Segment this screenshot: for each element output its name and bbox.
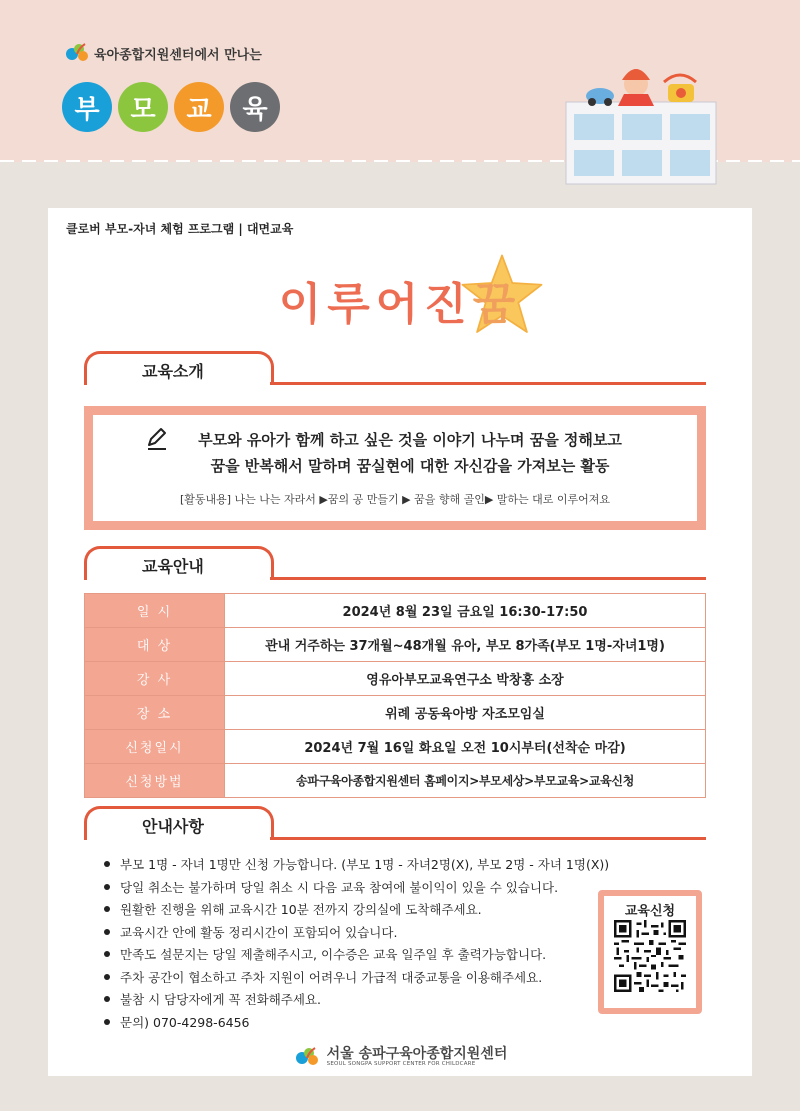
clover-logo-icon <box>293 1046 321 1068</box>
program-label: 클로버 부모-자녀 체험 프로그램 | 대면교육 <box>66 222 294 236</box>
footer-logo <box>48 1046 752 1068</box>
list-item: 불참 시 담당자에게 꼭 전화해주세요. <box>104 988 609 1011</box>
header-tagline: 육아종합지원센터에서 만나는 <box>94 47 262 63</box>
table-row <box>85 764 706 798</box>
footer-text <box>327 1047 508 1067</box>
row-value: 위례 공동육아방 자조모임실 <box>225 696 706 730</box>
qr-box[interactable] <box>598 890 702 1014</box>
main-title <box>48 268 752 332</box>
row-label: 대 상 <box>85 628 225 662</box>
title-char-2: 모 <box>118 82 168 132</box>
row-value: 영유아부모교육연구소 박창홍 소장 <box>225 662 706 696</box>
section-info-label: 교육안내 <box>142 557 204 576</box>
main-title-star-word <box>473 268 522 332</box>
toy-shelf-illustration <box>560 62 740 186</box>
intro-box <box>84 406 706 530</box>
table-row <box>85 696 706 730</box>
list-item: 문의) 070-4298-6456 <box>104 1011 609 1034</box>
title-char-3: 교 <box>174 82 224 132</box>
row-label: 강 사 <box>85 662 225 696</box>
row-label: 장 소 <box>85 696 225 730</box>
title-char-4: 육 <box>230 82 280 132</box>
document-paper <box>48 208 752 1076</box>
header-logo <box>64 42 262 64</box>
table-row <box>85 662 706 696</box>
table-row <box>85 594 706 628</box>
footer-sub: SEOUL SONGPA SUPPORT CENTER FOR CHILDCARE <box>326 1061 476 1067</box>
intro-activity: [활동내용] 나는 나는 자라서 ▶꿈의 공 만들기 ▶ 꿈을 향해 골인▶ 말하는 대로 이루어져요 <box>179 493 611 506</box>
list-item: 교육시간 안에 활동 정리시간이 포함되어 있습니다. <box>104 921 609 944</box>
row-label: 신청방법 <box>85 764 225 798</box>
section-intro-heading <box>84 351 706 385</box>
table-row <box>85 628 706 662</box>
list-item: 당일 취소는 불가하며 당일 취소 시 다음 교육 참여에 불이익이 있을 수 있습니다. <box>104 876 609 899</box>
title-char-1: 부 <box>62 82 112 132</box>
intro-line-2: 꿈을 반복해서 말하며 꿈실현에 대한 자신감을 가져보는 활동 <box>210 457 610 475</box>
main-title-prefix: 이루어진 <box>278 279 473 330</box>
footer-name: 서울 송파구육아종합지원센터 <box>326 1046 508 1062</box>
section-notice-heading <box>84 806 706 840</box>
intro-line-1: 부모와 유아가 함께 하고 싶은 것을 이야기 나누며 꿈을 정해보고 <box>198 431 622 449</box>
qr-code-icon[interactable] <box>614 920 686 992</box>
qr-label: 교육신청 <box>624 904 676 919</box>
tab-line <box>270 577 706 580</box>
clover-logo-icon <box>64 42 90 64</box>
main-title-star-text: 꿈 <box>472 279 522 330</box>
list-item: 만족도 설문지는 당일 제출해주시고, 이수증은 교육 일주일 후 출력가능합니다. <box>104 943 609 966</box>
row-value: 2024년 7월 16일 화요일 오전 10시부터(선착순 마감) <box>225 730 706 764</box>
tab-line <box>270 382 706 385</box>
notice-list <box>104 853 609 1033</box>
list-item: 주차 공간이 협소하고 주차 지원이 어려우니 가급적 대중교통을 이용해주세요. <box>104 966 609 989</box>
section-intro-label: 교육소개 <box>142 362 204 381</box>
info-table <box>84 593 706 798</box>
row-value: 2024년 8월 23일 금요일 16:30-17:50 <box>225 594 706 628</box>
list-item: 부모 1명 - 자녀 1명만 신청 가능합니다. (부모 1명 - 자녀2명(X), 부모 2명 - 자녀 1명(X)) <box>104 853 609 876</box>
table-row <box>85 730 706 764</box>
section-notice-label: 안내사항 <box>142 817 204 836</box>
header-title <box>62 82 280 132</box>
row-value: 관내 거주하는 37개월~48개월 유아, 부모 8가족(부모 1명-자녀1명) <box>225 628 706 662</box>
section-info-heading <box>84 546 706 580</box>
row-label: 신청일시 <box>85 730 225 764</box>
list-item: 원활한 진행을 위해 교육시간 10분 전까지 강의실에 도착해주세요. <box>104 898 609 921</box>
row-label: 일 시 <box>85 594 225 628</box>
tab-line <box>270 837 706 840</box>
row-value: 송파구육아종합지원센터 홈페이지>부모세상>부모교육>교육신청 <box>225 764 706 798</box>
